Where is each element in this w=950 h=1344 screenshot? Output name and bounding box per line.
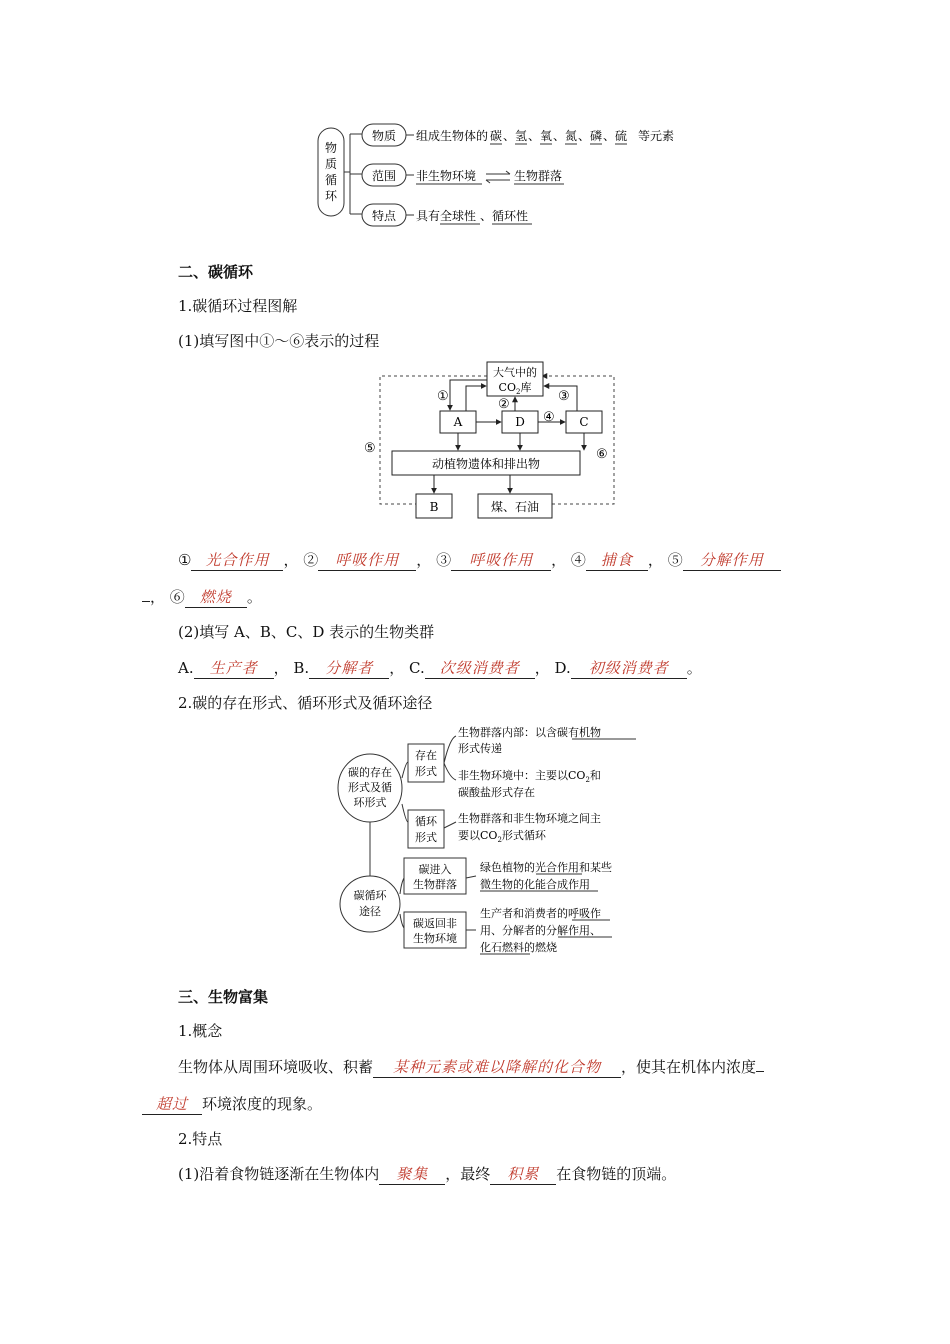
enter-l1: 碳进入 [418, 863, 452, 876]
exist-line-3: 非生物环境中：主要以$CO_2$和 [458, 769, 601, 784]
substance-prefix: 组成生物体的 [416, 129, 489, 143]
node-C-label: C [579, 415, 589, 429]
answer-blank-concept-1[interactable]: 某种元素或难以降解的化合物 [373, 1057, 621, 1078]
root-char-1: 质 [324, 157, 338, 171]
num-4: ④ [543, 410, 555, 425]
answers-process-line-2: ， ⑥ 燃烧 。 [142, 587, 262, 608]
num-3: ③ [558, 389, 570, 404]
atmosphere-label-1: 大气中的 [493, 366, 537, 379]
return-line-2: 用、分解者的分解作用、 [480, 924, 601, 937]
root-pathway-l1: 碳循环 [353, 889, 387, 902]
node-B-label: B [429, 500, 439, 514]
exist-line-4: 碳酸盐形式存在 [458, 786, 535, 799]
element-sep-0: 、 [503, 129, 516, 143]
answer-blank-2[interactable]: 呼吸作用 [318, 550, 416, 571]
answer-blank-concept-2-head [756, 1071, 764, 1072]
answer-blank-5-tail [142, 601, 150, 602]
answer-blank-D[interactable]: 初级消费者 [571, 658, 687, 679]
element-sep-2: 、 [553, 129, 566, 143]
branch-label-scope: 范围 [371, 169, 397, 183]
question-2: (2)填写 A、B、C、D 表示的生物类群 [178, 623, 435, 641]
root-forms-l1: 碳的存在 [348, 766, 392, 779]
element-item-0: 碳 [490, 129, 503, 143]
concept-line-1: 生物体从周围环境吸收、积蓄 某种元素或难以降解的化合物 ，使其在机体内浓度 [178, 1057, 764, 1078]
subheading-process-diagram: 1.碳循环过程图解 [178, 297, 298, 315]
num-6: ⑥ [596, 447, 608, 462]
substance-suffix: 等元素 [638, 129, 675, 143]
answer-blank-3[interactable]: 呼吸作用 [451, 550, 551, 571]
return-l1: 碳返回非 [413, 917, 457, 930]
element-item-2: 氧 [540, 129, 553, 143]
answers-process-line-1: ① 光合作用 ， ② 呼吸作用 ， ③ 呼吸作用 ， ④ 捕食 ， ⑤ 分解作用 [178, 550, 781, 571]
question-1: (1)填写图中①～⑥表示的过程 [178, 332, 380, 350]
element-list [490, 128, 627, 144]
element-sep-1: 、 [528, 129, 541, 143]
scope-row [416, 168, 564, 184]
feature-sep: 、 [480, 209, 493, 223]
cycle-form-l1: 循环 [415, 815, 437, 828]
answer-blank-5[interactable]: 分解作用 [683, 550, 781, 571]
element-sep-4: 、 [603, 129, 616, 143]
answer-blank-feature-1[interactable]: 聚集 [379, 1164, 445, 1185]
remains-label: 动植物遗体和排出物 [431, 457, 541, 471]
subheading-concept: 1.概念 [178, 1022, 223, 1040]
atmosphere-label-2: $CO_2$库 [498, 381, 532, 396]
section-heading-biomagnification: 三、生物富集 [178, 988, 269, 1006]
cycle-line-2: 要以$CO_2$形式循环 [458, 829, 546, 844]
substance-row [416, 128, 674, 144]
exist-form-l1: 存在 [415, 749, 437, 762]
num-5: ⑤ [364, 441, 376, 456]
answer-blank-concept-2[interactable]: 超过 [142, 1094, 202, 1115]
answer-blank-1[interactable]: 光合作用 [191, 550, 283, 571]
fuel-label: 煤、石油 [490, 500, 540, 514]
double-arrow [486, 171, 510, 183]
root-forms-l2: 形式及循 [348, 781, 392, 794]
enter-line-1: 绿色植物的光合作用和某些 [480, 861, 612, 874]
element-item-5: 硫 [615, 129, 628, 143]
dashed-loop-right [542, 376, 614, 504]
enter-l2: 生物群落 [413, 878, 457, 891]
root-char-0: 物 [324, 141, 338, 155]
cycle-line-1: 生物群落和非生物环境之间主 [458, 812, 601, 825]
scope-left: 非生物环境 [416, 169, 477, 183]
arrow-atm-to-A [450, 380, 487, 410]
root-forms-l3: 环形式 [353, 796, 387, 809]
feature-b: 循环性 [492, 209, 529, 223]
answers-groups-line: A. 生产者 ， B. 分解者 ， C. 次级消费者 ， D. 初级消费者 。 [178, 659, 702, 677]
answer-blank-B[interactable]: 分解者 [309, 658, 389, 679]
root-pathway-l2: 途径 [359, 905, 381, 918]
node-A-label: A [453, 415, 463, 429]
element-item-1: 氢 [515, 129, 528, 143]
subheading-carbon-forms: 2.碳的存在形式、循环形式及循环途径 [178, 694, 433, 712]
enter-line-2: 微生物的化能合成作用 [480, 878, 590, 891]
carbon-cycle-diagram [362, 358, 624, 524]
carbon-forms-diagram [336, 718, 656, 960]
root-pathway-node [340, 876, 400, 932]
feature-line-1: (1)沿着食物链逐渐在生物体内 聚集 ，最终 积累 在食物链的顶端。 [178, 1165, 677, 1183]
return-l2: 生物环境 [413, 932, 457, 945]
feature-prefix: 具有 [416, 209, 441, 223]
answer-blank-6[interactable]: 燃烧 [185, 587, 247, 608]
cycle-form-l2: 形式 [415, 831, 437, 844]
exist-form-l2: 形式 [415, 765, 437, 778]
node-D-label: D [515, 415, 525, 429]
concept-line-2: 超过 环境浓度的现象。 [142, 1094, 322, 1115]
root-char-2: 循 [324, 173, 338, 187]
root-char-3: 环 [324, 189, 338, 203]
element-sep-3: 、 [578, 129, 591, 143]
exist-line-2: 形式传递 [458, 742, 502, 755]
branch-label-substance: 物质 [371, 129, 397, 143]
answer-blank-C[interactable]: 次级消费者 [425, 658, 535, 679]
return-line-1: 生产者和消费者的呼吸作 [480, 907, 601, 920]
answer-blank-A[interactable]: 生产者 [194, 658, 274, 679]
branch-label-feature: 特点 [371, 209, 397, 223]
subheading-features: 2.特点 [178, 1130, 223, 1148]
num-2: ② [498, 397, 510, 412]
feature-a: 全球性 [440, 209, 477, 223]
branch-connector [344, 134, 362, 214]
arrow-A-to-atm [466, 386, 486, 411]
answer-blank-4[interactable]: 捕食 [586, 550, 648, 571]
section-heading-carbon-cycle: 二、碳循环 [178, 263, 254, 281]
element-item-4: 磷 [590, 129, 603, 143]
feature-row [416, 208, 532, 224]
return-line-3: 化石燃料的燃烧 [480, 941, 557, 954]
answer-blank-feature-2[interactable]: 积累 [490, 1164, 556, 1185]
exist-line-1: 生物群落内部：以含碳有机物 [458, 726, 601, 739]
num-1: ① [437, 389, 449, 404]
scope-right: 生物群落 [514, 169, 563, 183]
element-item-3: 氮 [565, 129, 578, 143]
material-cycle-diagram [310, 118, 690, 236]
